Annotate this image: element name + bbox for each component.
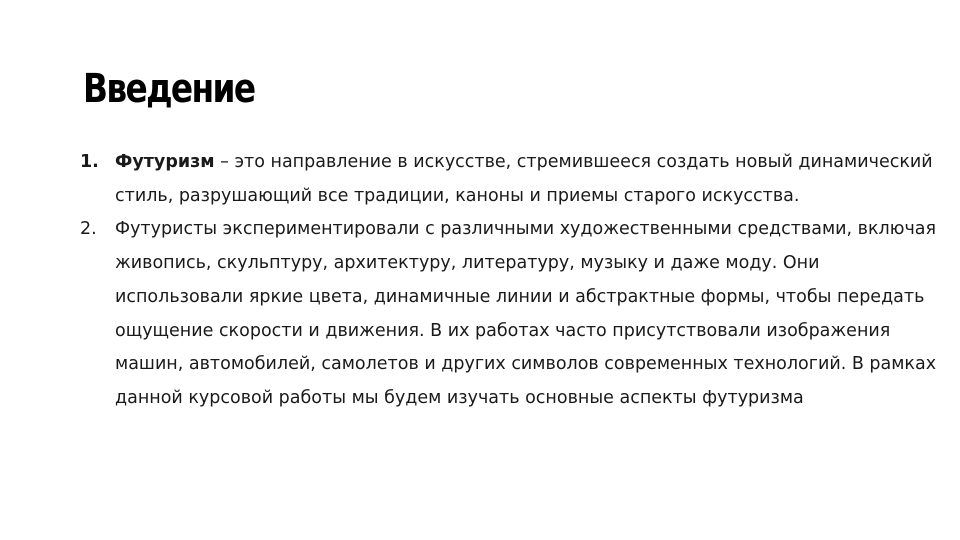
list-item-number: 1. — [80, 152, 99, 172]
list-item-text: Футуристы экспериментировали с различными художественными средствами, включая живопись, скульптуру, архитектуру, литературу, музыку и даже моду. Они использовали яркие цвета, динамичные линии и абстрактные формы, чтобы передать ощущение скорости и движения. В их работах часто присутствовали изображения машин, автомобилей, самолетов и других символов современных технологий. В рамках данной курсовой работы мы будем изучать основные аспекты футуризма — [115, 219, 937, 408]
slide-title: Введение — [83, 66, 255, 112]
list-item — [80, 146, 940, 213]
list-item-number: 2. — [80, 219, 97, 240]
list-item-text: – это направление в искусстве, стремившееся создать новый динамический стиль, разрушающий все традиции, каноны и приемы старого искусства. — [115, 152, 933, 206]
list-item-term: Футуризм — [115, 152, 215, 172]
numbered-list — [80, 146, 940, 416]
list-item — [80, 213, 940, 415]
